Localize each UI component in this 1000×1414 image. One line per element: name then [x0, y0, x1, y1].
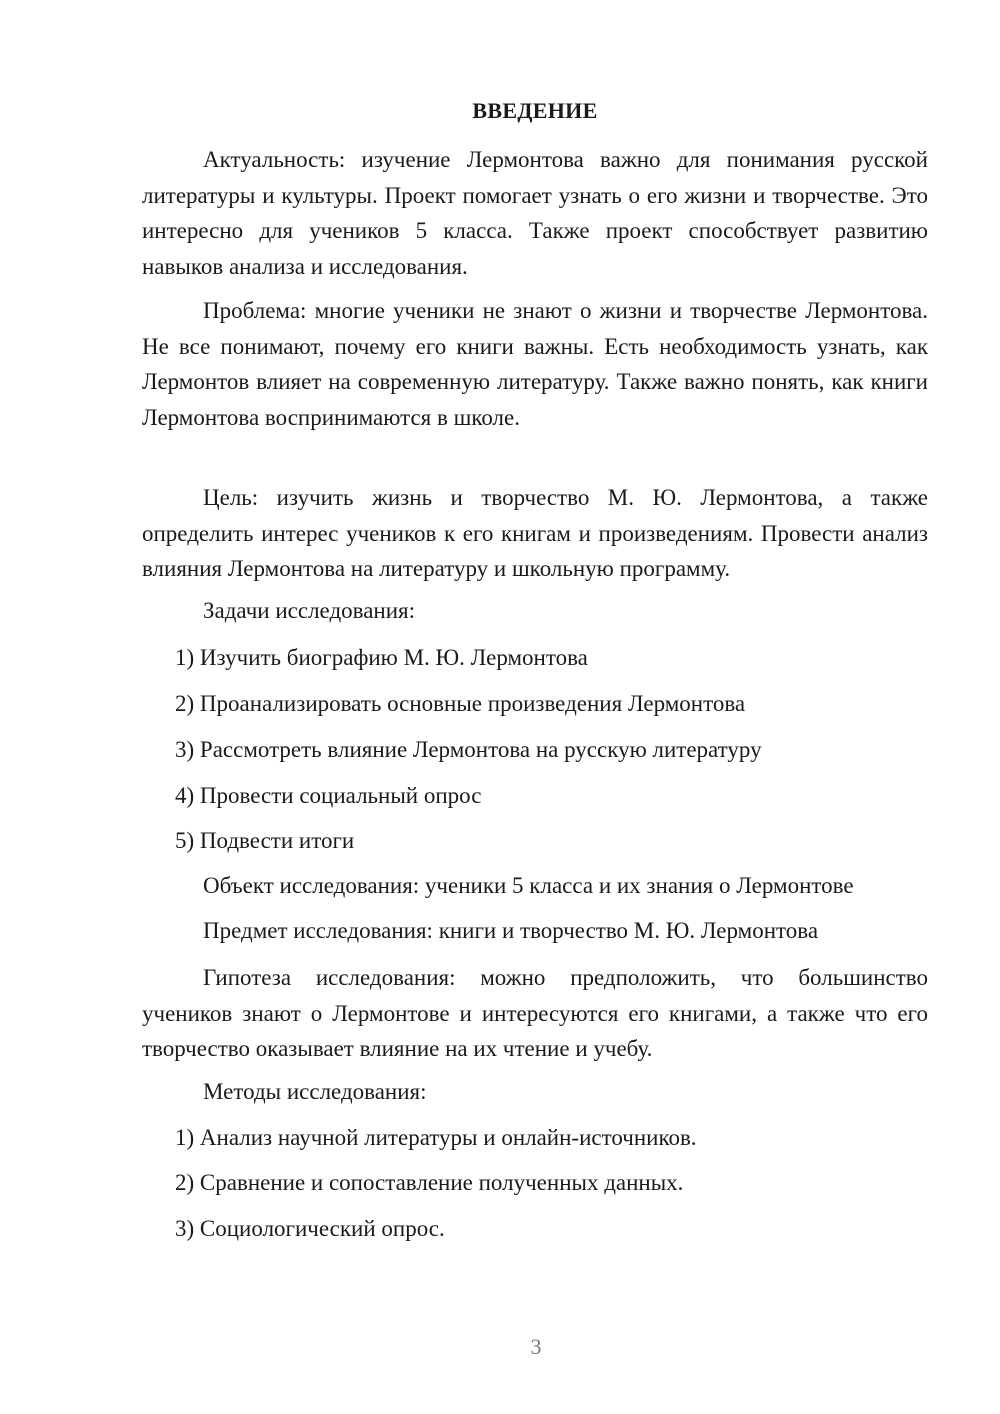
research-object: Объект исследования: ученики 5 класса и их знания о Лермонтове — [203, 873, 854, 898]
relevance-paragraph: Актуальность: изучение Лермонтова важно для понимания русской литературы и культуры. Проект помогает узнать о его жизни и творчестве. Это интересно для учеников 5 класса. Также проект способствует развитию навыков анализа и исследования. — [142, 147, 928, 279]
tasks-heading: Задачи исследования: — [203, 598, 416, 623]
method-list-item: 2) Сравнение и сопоставление полученных данных. — [175, 1170, 684, 1195]
hypothesis-paragraph: Гипотеза исследования: можно предположить, что большинство учеников знают о Лермонтове и интересуются его книгами, а также что его творчество оказывает влияние на их чтение и учебу. — [142, 965, 928, 1061]
task-list-item: 5) Подвести итоги — [175, 828, 355, 853]
task-list-item: 2) Проанализировать основные произведения Лермонтова — [175, 691, 746, 716]
page-number: 3 — [530, 1334, 542, 1359]
task-list-item: 3) Рассмотреть влияние Лермонтова на русскую литературу — [175, 737, 762, 762]
task-list-item: 4) Провести социальный опрос — [175, 783, 482, 808]
research-subject: Предмет исследования: книги и творчество М. Ю. Лермонтова — [203, 918, 819, 943]
problem-paragraph: Проблема: многие ученики не знают о жизни и творчестве Лермонтова. Не все понимают, почему его книги важны. Есть необходимость узнать, как Лермонтов влияет на современную литературу. Также важно понять, как книги Лермонтова воспринимаются в школе. — [142, 298, 928, 430]
task-list-item: 1) Изучить биографию М. Ю. Лермонтова — [175, 645, 588, 670]
method-list-item: 1) Анализ научной литературы и онлайн-источников. — [175, 1125, 697, 1150]
methods-heading: Методы исследования: — [203, 1079, 427, 1104]
method-list-item: 3) Социологический опрос. — [175, 1216, 445, 1241]
section-heading: ВВЕДЕНИЕ — [472, 98, 598, 123]
goal-paragraph: Цель: изучить жизнь и творчество М. Ю. Лермонтова, а также определить интерес учеников к его книгам и произведениям. Провести анализ влияния Лермонтова на литературу и школьную программу. — [142, 485, 928, 581]
